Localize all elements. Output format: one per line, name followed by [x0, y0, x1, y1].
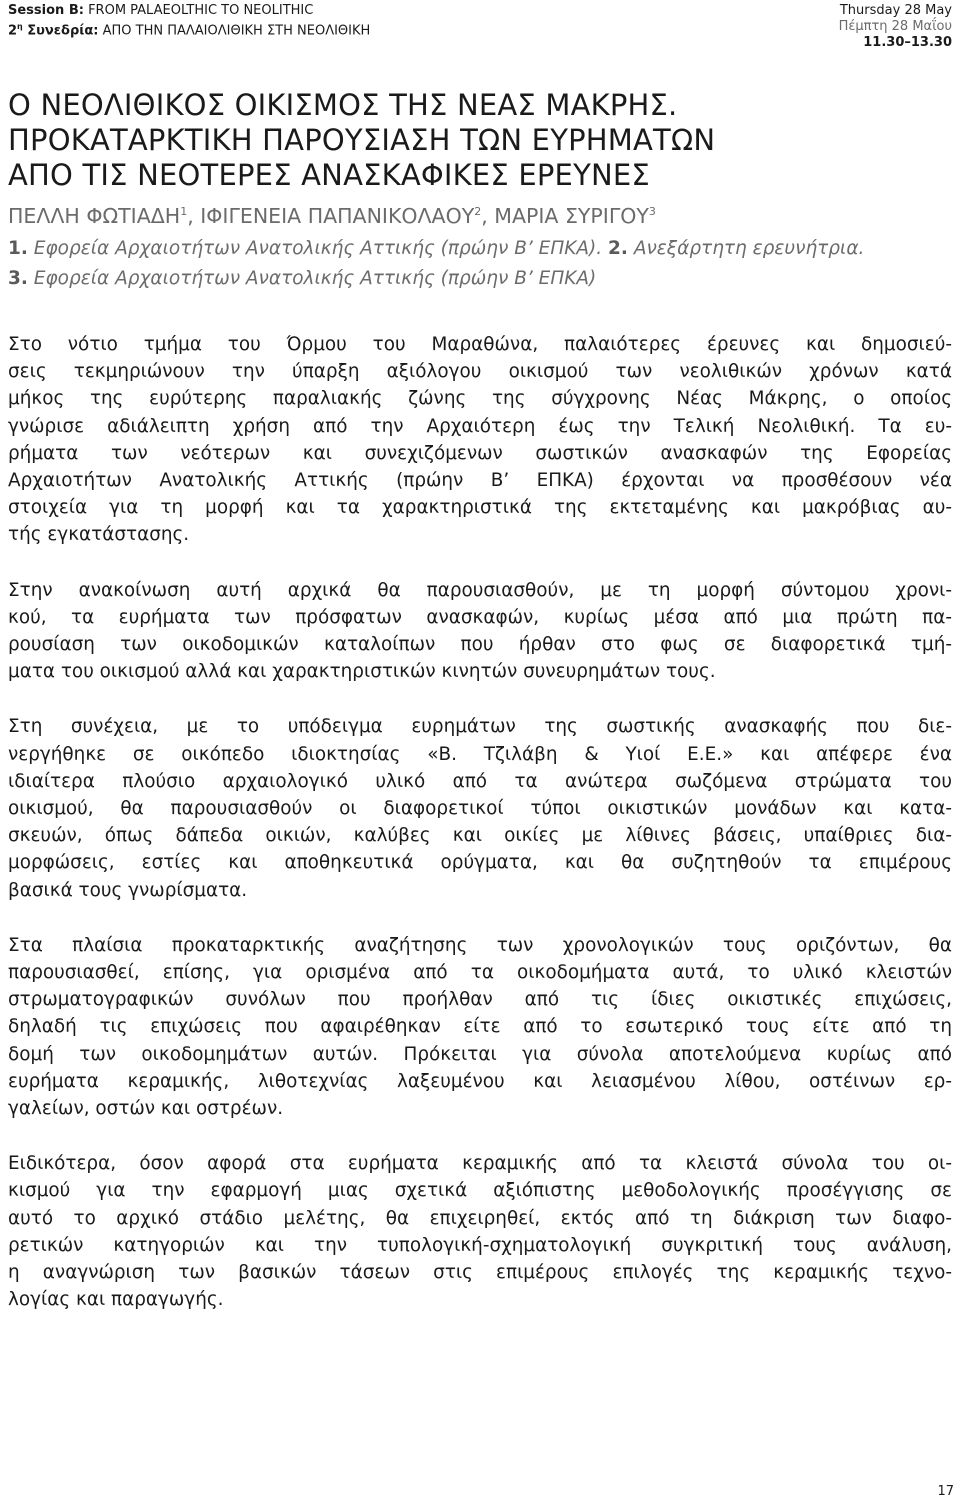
- title-line: ΑΠΟ ΤΙΣ ΝΕΟΤΕΡΕΣ ΑΝΑΣΚΑΦΙΚΕΣ ΕΡΕΥΝΕΣ: [8, 158, 650, 192]
- affiliations: [8, 234, 953, 294]
- session-gr-sup: η: [17, 22, 23, 31]
- paragraph-line: κισμού για την εφαρμογή μιας σχετικά αξιόπιστης μεθοδολογικής προσέγγισης σε: [8, 1180, 952, 1202]
- affiliation-text: Εφορεία Αρχαιοτήτων Ανατολικής Αττικής (πρώην Β’ ΕΠΚΑ): [27, 268, 597, 289]
- abstract-paragraph: [8, 1150, 952, 1313]
- affiliation-text: Εφορεία Αρχαιοτήτων Ανατολικής Αττικής (πρώην Β’ ΕΠΚΑ).: [27, 238, 609, 259]
- paragraph-line: σεις τεκμηριώνουν την ύπαρξη αξιόλογου οικισμού των νεολιθικών χρόνων κατά: [8, 361, 952, 383]
- paragraph-line: ευρήματα κεραμικής, λιθοτεχνίας λαξευμένου και λειασμένου λίθου, οστέινων ερ-: [8, 1070, 952, 1092]
- session-label: Session B:: [8, 3, 84, 18]
- abstract-paragraph: [8, 713, 952, 903]
- session-gr-title: ΑΠΟ ΤΗΝ ΠΑΛΑΙΟΛΙΘΙΚΗ ΣΤΗ ΝΕΟΛΙΘΙΚΗ: [98, 23, 371, 39]
- session-time: 11.30–13.30: [863, 35, 952, 50]
- session-gr-label: Συνεδρία:: [22, 23, 99, 39]
- affiliation-text: Ανεξάρτητη ερευνήτρια.: [627, 238, 865, 259]
- affiliation-line: [8, 234, 953, 264]
- author-sup: 2: [474, 205, 482, 218]
- paragraph-line: Στην ανακοίνωση αυτή αρχικά θα παρουσιασθούν, με τη μορφή σύντομου χρονι-: [8, 579, 952, 601]
- paragraph-line: βασικά τους γνωρίσματα.: [8, 879, 248, 901]
- paragraph-line: δηλαδή τις επιχώσεις που αφαιρέθηκαν είτε από το εσωτερικό τους είτε από τη: [8, 1016, 952, 1038]
- paragraph-line: ιδιαίτερα πλούσιο αρχαιολογικό υλικό από τα ανώτερα σωζόμενα στρώματα του: [8, 770, 952, 792]
- author-name: , ΜΑΡΙΑ ΣΥΡΙΓΟΥ: [481, 204, 649, 228]
- date-gr: Πέμπτη 28 Μαΐου: [838, 19, 952, 34]
- affiliation-num: 3.: [8, 268, 28, 289]
- title-line: Ο ΝΕΟΛΙΘΙΚΟΣ ΟΙΚΙΣΜΟΣ ΤΗΣ ΝΕΑΣ ΜΑΚΡΗΣ.: [8, 88, 678, 122]
- paragraph-line: Στη συνέχεια, με το υπόδειγμα ευρημάτων της σωστικής ανασκαφής που διε-: [8, 716, 952, 738]
- paragraph-line: Στα πλαίσια προκαταρκτικής αναζήτησης των χρονολογικών τους οριζόντων, θα: [8, 934, 952, 956]
- paragraph-line: σκευών, όπως δάπεδα οικιών, καλύβες και οικίες με λίθινες βάσεις, υπαίθριες δια-: [8, 825, 952, 847]
- author-list: [8, 198, 656, 230]
- paragraph-line: Στο νότιο τμήμα του Όρμου του Μαραθώνα, παλαιότερες έρευνες και δημοσιεύ-: [8, 334, 952, 355]
- author-name: , ΙΦΙΓΕΝΕΙΑ ΠΑΠΑΝΙΚΟΛΑΟΥ: [187, 204, 475, 228]
- paragraph-line: αυτό το αρχικό στάδιο μελέτης, θα επιχειρηθεί, εκτός από τη διάκριση των διαφο-: [8, 1207, 952, 1229]
- paragraph-line: ρήματα των νεότερων και συνεχιζόμενων σωστικών ανασκαφών της Εφορείας: [8, 442, 952, 464]
- paragraph-line: γνώρισε αδιάλειπτη χρήση από την Αρχαιότερη έως την Τελική Νεολιθική. Τα ευ-: [8, 415, 952, 437]
- paragraph-line: λογίας και παραγωγής.: [8, 1289, 224, 1311]
- affiliation-num: 1.: [8, 238, 28, 259]
- title-line: ΠΡΟΚΑΤΑΡΚΤΙΚΗ ΠΑΡΟΥΣΙΑΣΗ ΤΩΝ ΕΥΡΗΜΑΤΩΝ: [8, 123, 716, 157]
- author-sup: 3: [648, 205, 656, 218]
- session-header: [8, 3, 370, 39]
- affiliation-num: 2.: [608, 238, 628, 259]
- paragraph-line: ματα του οικισμού αλλά και χαρακτηριστικών κινητών συνευρημάτων τους.: [8, 661, 716, 683]
- abstract-paragraph: [8, 331, 952, 549]
- paragraph-line: η αναγνώριση των βασικών τάσεων στις επιμέρους επιλογές της κεραμικής τεχνο-: [8, 1262, 952, 1284]
- paragraph-line: οικισμού, θα παρουσιασθούν οι διαφορετικοί τύποι οικιστικών μονάδων και κατα-: [8, 798, 952, 820]
- paragraph-line: νεργήθηκε σε οικόπεδο ιδιοκτησίας «Β. Τζιλάβη & Υιοί Ε.Ε.» και απέφερε ένα: [8, 743, 952, 765]
- paragraph-line: τής εγκατάστασης.: [8, 524, 190, 546]
- affiliation-line: [8, 264, 953, 294]
- session-line-gr: [8, 19, 370, 39]
- page-number: 17: [937, 1484, 954, 1499]
- paper-title: [8, 88, 948, 193]
- abstract-body: [8, 331, 952, 1342]
- paragraph-line: στοιχεία για τη μορφή και τα χαρακτηριστικά της εκτεταμένης και μακρόβιας αυ-: [8, 497, 952, 519]
- paragraph-line: στρωματογραφικών συνόλων που προήλθαν από τις ίδιες οικιστικές επιχώσεις,: [8, 989, 952, 1011]
- paragraph-line: Αρχαιοτήτων Ανατολικής Αττικής (πρώην Β’ ΕΠΚΑ) έρχονται να προσθέσουν νέα: [8, 470, 952, 492]
- session-title: FROM PALAEOLTHIC TO NEOLITHIC: [83, 3, 314, 18]
- paragraph-line: παρουσιασθεί, επίσης, για ορισμένα από τα οικοδομήματα αυτά, το υλικό κλειστών: [8, 962, 952, 984]
- paragraph-line: δομή των οικοδομημάτων αυτών. Πρόκειται για σύνολα αποτελούμενα κυρίως από: [8, 1043, 952, 1065]
- paragraph-line: Ειδικότερα, όσον αφορά στα ευρήματα κεραμικής από τα κλειστά σύνολα του οι-: [8, 1153, 952, 1175]
- paragraph-line: μορφώσεις, εστίες και αποθηκευτικά ορύγματα, και θα συζητηθούν τα επιμέρους: [8, 852, 952, 874]
- paragraph-line: ρετικών κατηγοριών και την τυπολογική-σχηματολογική συγκριτική τους ανάλυση,: [8, 1234, 952, 1256]
- session-line-en: [8, 3, 370, 19]
- author-name: ΠΕΛΛΗ ΦΩΤΙΑΔΗ: [8, 204, 181, 228]
- paragraph-line: ρουσίαση των οικοδομικών καταλοίπων που ήρθαν στο φως σε διαφορετικά τμή-: [8, 634, 952, 656]
- date-en: Thursday 28 May: [839, 3, 952, 18]
- abstract-paragraph: [8, 577, 952, 686]
- abstract-paragraph: [8, 932, 952, 1122]
- paragraph-line: μήκος της ευρύτερης παραλιακής ζώνης της σύγχρονης Νέας Μάκρης, ο οποίος: [8, 388, 952, 410]
- session-gr-num: 2: [8, 23, 18, 39]
- paragraph-line: γαλείων, οστών και οστρέων.: [8, 1098, 284, 1120]
- paragraph-line: κού, τα ευρήματα των πρόσφατων ανασκαφών, κυρίως μέσα από μια πρώτη πα-: [8, 606, 952, 628]
- date-header: [839, 3, 952, 51]
- author-sup: 1: [180, 205, 188, 218]
